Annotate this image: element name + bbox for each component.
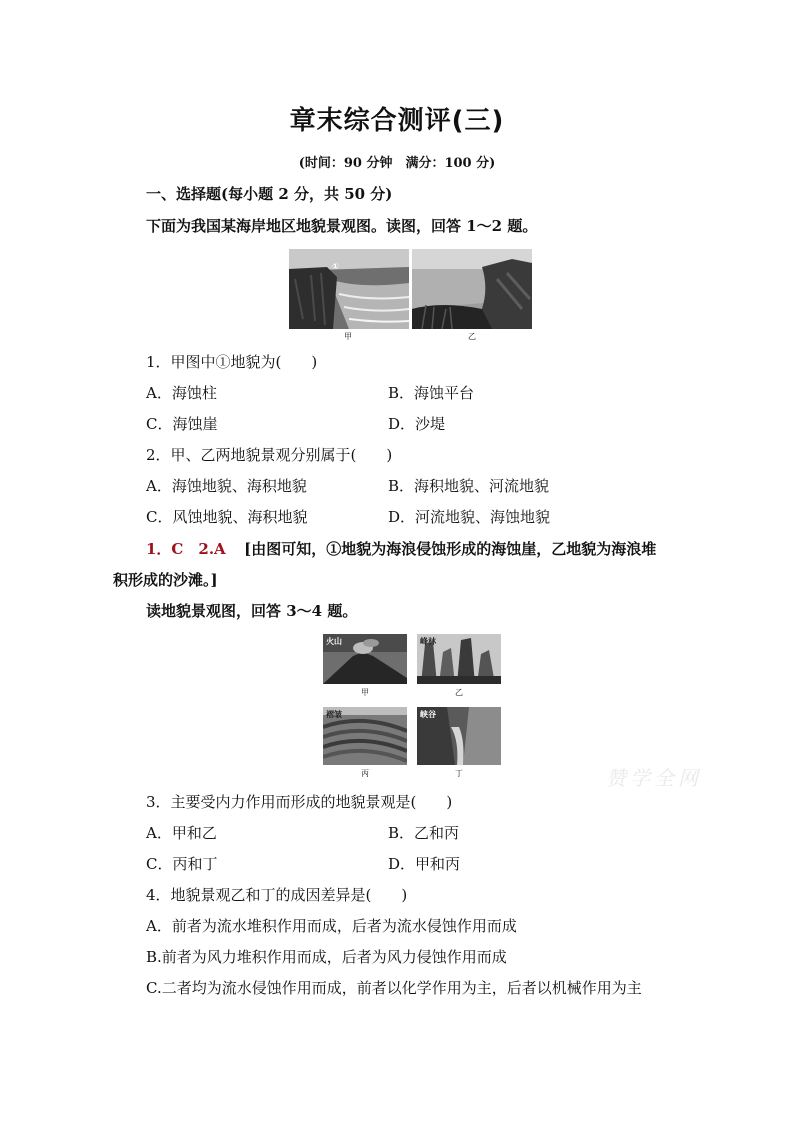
q3-option-d: D．甲和丙	[388, 855, 461, 873]
coast-photo-yi	[412, 249, 532, 329]
label-yi: 乙	[468, 332, 476, 341]
q2-option-d: D．河流地貌、海蚀地貌	[388, 508, 551, 526]
q2-option-a: A．海蚀地貌、海积地貌	[146, 477, 307, 495]
canyon-in-label: 峡谷	[420, 710, 436, 719]
q2-option-c: C．风蚀地貌、海积地貌	[146, 508, 308, 526]
label-fig2-ding: 丁	[455, 769, 463, 778]
label-fig2-bing: 丙	[361, 769, 369, 778]
q1-stem: 1．甲图中①地貌为( )	[146, 353, 318, 371]
intro-1: 下面为我国某海岸地区地貌景观图。读图，回答 1～2 题。	[146, 217, 538, 235]
q1-option-b: B．海蚀平台	[388, 384, 475, 402]
fold-in-label: 褶皱	[326, 710, 342, 719]
answer-explanation-2: 积形成的沙滩。]	[113, 571, 218, 589]
q1-option-a: A．海蚀柱	[146, 384, 217, 402]
watermark: 赞学全网	[606, 766, 702, 790]
peak-forest-in-label: 峰林	[420, 637, 436, 646]
volcano-in-label: 火山	[326, 637, 342, 646]
section-heading: 一、选择题(每小题 2 分，共 50 分)	[146, 185, 393, 203]
coast-photo-jia	[289, 249, 409, 329]
answer-explanation-1: [由图可知，①地貌为海浪侵蚀形成的海蚀崖，乙地貌为海浪堆	[244, 540, 657, 558]
q3-option-b: B．乙和丙	[388, 824, 460, 842]
q2-option-b: B．海积地貌、河流地貌	[388, 477, 550, 495]
q4-option-b: B.前者为风力堆积作用而成，后者为风力侵蚀作用而成	[146, 948, 507, 966]
intro-2: 读地貌景观图，回答 3～4 题。	[146, 602, 358, 620]
label-fig2-jia: 甲	[361, 688, 369, 697]
exam-meta: (时间：90 分钟 满分：100 分)	[298, 156, 496, 171]
label-jia: 甲	[344, 332, 352, 341]
answer-keys: 1．C 2.A	[146, 540, 226, 558]
q3-stem: 3．主要受内力作用而形成的地貌景观是( )	[146, 793, 453, 811]
q1-option-d: D．沙堤	[388, 415, 446, 433]
marker-1: ①	[332, 262, 339, 271]
q1-option-c: C．海蚀崖	[146, 415, 218, 433]
answer-block	[146, 539, 656, 559]
q2-stem: 2．甲、乙两地貌景观分别属于( )	[146, 446, 393, 464]
q3-option-c: C．丙和丁	[146, 855, 218, 873]
q3-option-a: A．甲和乙	[146, 824, 217, 842]
q4-stem: 4．地貌景观乙和丁的成因差异是( )	[146, 886, 408, 904]
q4-option-a: A．前者为流水堆积作用而成，后者为流水侵蚀作用而成	[146, 917, 517, 935]
q4-option-c: C.二者均为流水侵蚀作用而成，前者以化学作用为主，后者以机械作用为主	[146, 979, 642, 997]
page-title: 章末综合测评(三)	[289, 106, 505, 136]
label-fig2-yi: 乙	[455, 688, 463, 697]
